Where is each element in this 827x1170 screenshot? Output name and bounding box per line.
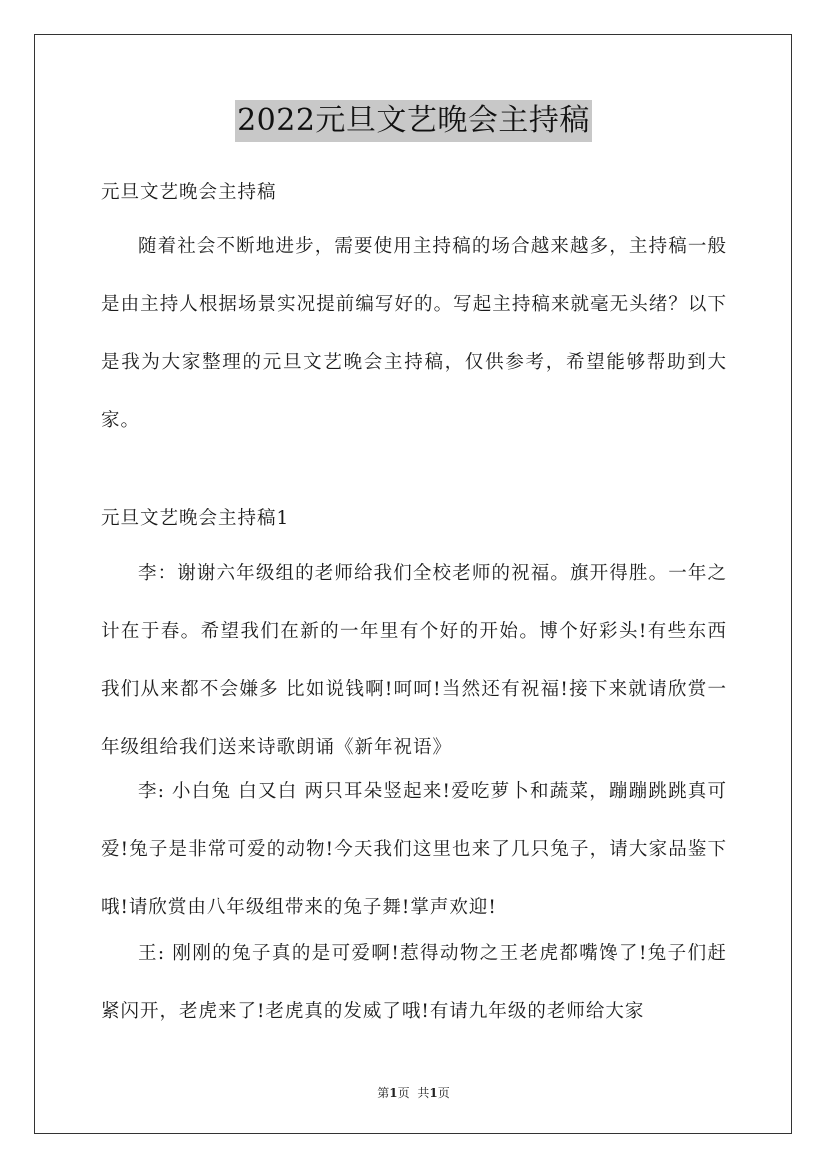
title-container [0,100,827,142]
paragraph-2: 李: 小白兔 白又白 两只耳朵竖起来!爱吃萝卜和蔬菜，蹦蹦跳跳真可爱!兔子是非常可爱的动物!今天我们这里也来了几只兔子，请大家品鉴下哦!请欣赏由八年级组带来的兔子舞!掌声欢迎! [101,781,727,918]
total-prefix: 共 [417,1086,430,1100]
document-title: 2022元旦文艺晚会主持稿 [235,100,592,142]
document-subtitle: 元旦文艺晚会主持稿 [101,182,277,203]
page-number: 1 [389,1086,398,1100]
page-footer [0,1084,827,1101]
paragraph-3: 王: 刚刚的兔子真的是可爱啊!惹得动物之王老虎都嘴馋了!兔子们赶紧闪开，老虎来了!老虎真的发威了哦!有请九年级的老师给大家 [101,943,727,1022]
page-suffix: 页 [397,1086,410,1100]
intro-paragraph: 随着社会不断地进步，需要使用主持稿的场合越来越多，主持稿一般是由主持人根据场景实况提前编写好的。写起主持稿来就毫无头绪？以下是我为大家整理的元旦文艺晚会主持稿，仅供参考，希望能够帮助到大家。 [101,236,727,431]
page-prefix: 第 [377,1086,390,1100]
section-heading: 元旦文艺晚会主持稿1 [101,508,290,529]
total-suffix: 页 [437,1086,450,1100]
total-pages: 1 [429,1086,438,1100]
paragraph-1: 李：谢谢六年级组的老师给我们全校老师的祝福。旗开得胜。一年之计在于春。希望我们在新的一年里有个好的开始。博个好彩头!有些东西我们从来都不会嫌多 比如说钱啊!呵呵!当然还有祝福!接下来就请欣赏一年级组给我们送来诗歌朗诵《新年祝语》 [101,563,727,758]
